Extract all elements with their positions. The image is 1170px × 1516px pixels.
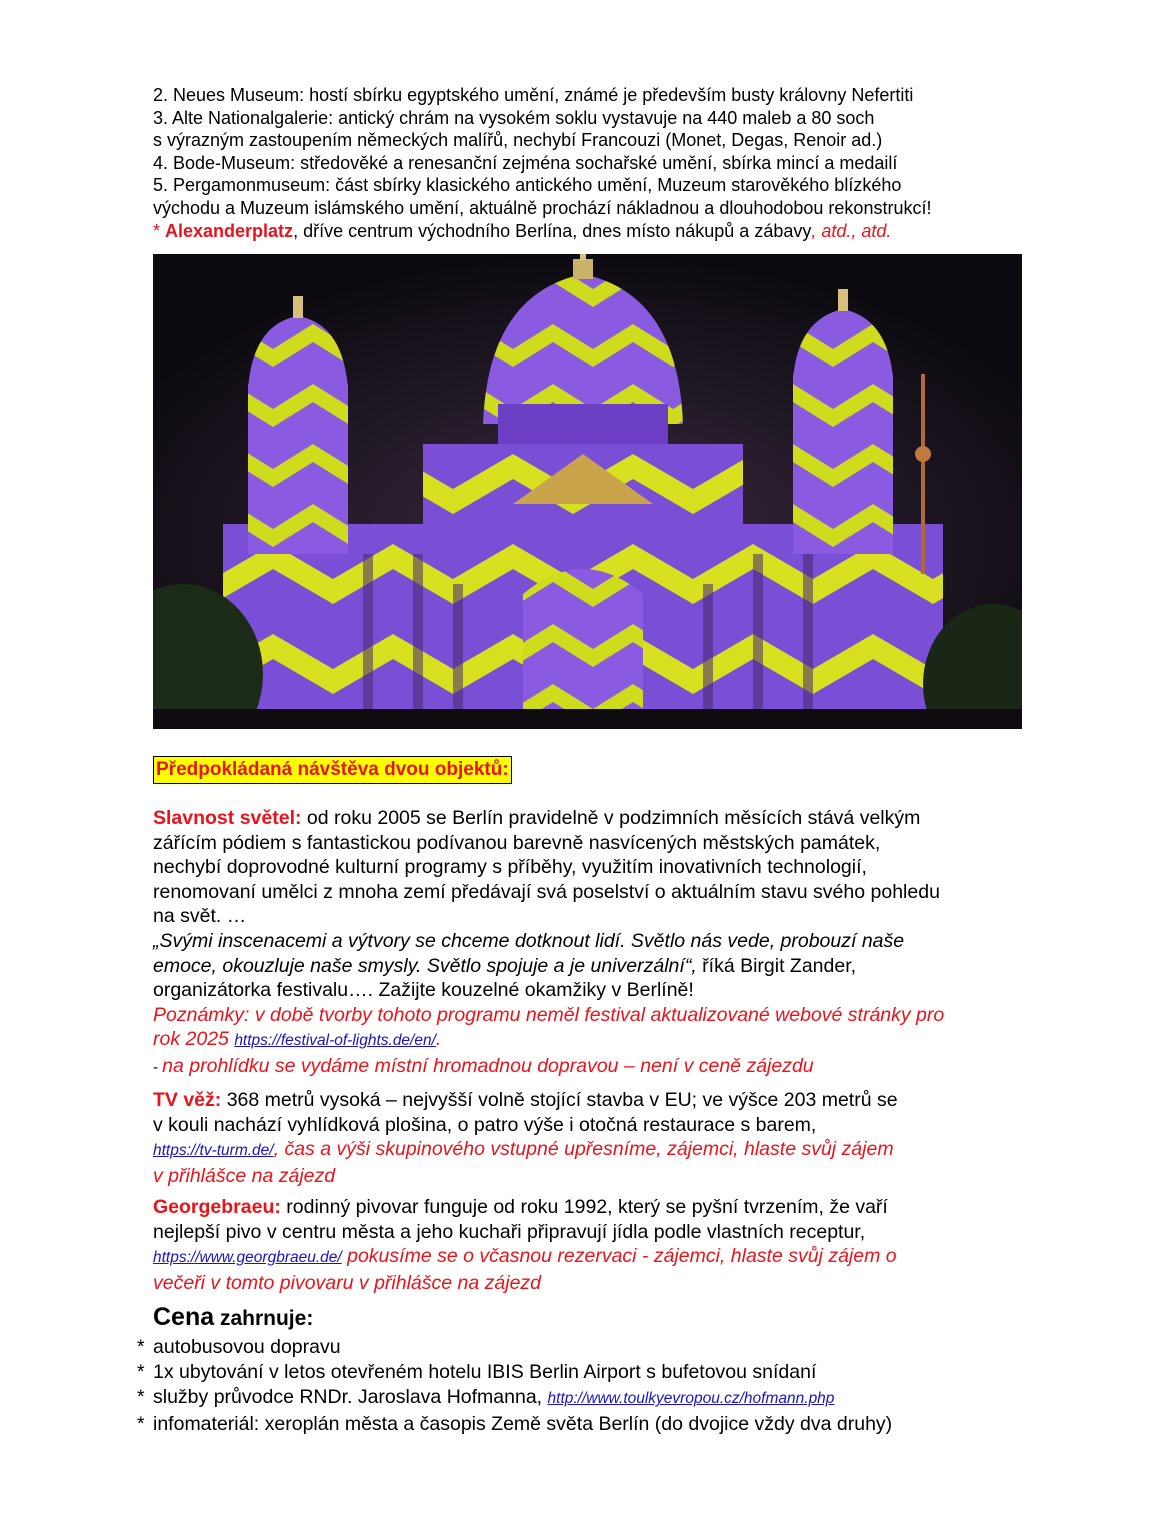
alex-etc: , atd., atd. — [811, 220, 892, 241]
transport-text: na prohlídku se vydáme místní hromadnou dopravou – není v ceně zájezdu — [162, 1054, 814, 1077]
price-list — [137, 1335, 1097, 1437]
museum-item-neues: 2. Neues Museum: hostí sbírku egyptského umění, známé je především busty královny Nefertiti — [153, 85, 914, 105]
bullet-star: * — [137, 1361, 145, 1384]
george-title: Georgebraeu: — [153, 1196, 281, 1218]
museum-item-pergamon-cont: východu a Muzeum islámského umění, aktuálně prochází nákladnou a dlouhodobou rekonstrukcí! — [153, 197, 932, 218]
tv-text-3: , čas a výši skupinového vstupné upřesníme, zájemci, hlaste svůj zájem — [273, 1138, 894, 1161]
festival-quote-2-text: emoce, okouzluje naše smysly. Světlo spojuje a je univerzální“, — [153, 954, 697, 977]
price-heading-rest: zahrnuje: — [214, 1307, 314, 1330]
price-item-hotel — [137, 1360, 1097, 1385]
festival-note-2-text: rok 2025 — [153, 1028, 235, 1051]
tv-line-4: v přihlášce na zájezd — [153, 1164, 336, 1187]
festival-line-8: organizátorka festivalu…. Zažijte kouzelné okamžiky v Berlíně! — [153, 979, 694, 1002]
festival-text-1: od roku 2005 se Berlín pravidelně v podzimních měsících stává velkým — [301, 807, 921, 829]
tv-line-3 — [153, 1137, 1053, 1164]
price-heading-big: Cena — [153, 1303, 215, 1331]
tv-title: TV věž: — [153, 1089, 222, 1111]
price-item-guide — [137, 1385, 1097, 1411]
visit-heading: Předpokládaná návštěva dvou objektů: — [153, 756, 512, 784]
price-heading — [153, 1303, 313, 1332]
george-text-3: pokusíme se o včasnou rezervaci - zájemci, hlaste svůj zájem o — [341, 1245, 897, 1268]
bullet-star: * — [137, 1336, 145, 1358]
festival-link-end: . — [435, 1028, 442, 1051]
guide-link[interactable]: http://www.toulkyevropou.cz/hofmann.php — [547, 1390, 835, 1408]
alex-star: * — [153, 220, 166, 241]
price-item-guide-text: služby průvodce RNDr. Jaroslava Hofmanna, — [153, 1386, 548, 1409]
festival-quote-1: „Svými inscenacemi a výtvory se chceme dotknout lidí. Světlo nás vede, probouzí naše — [153, 929, 905, 952]
george-line-2: nejlepší pivo v centru města a jeho kuchaři připravují jídla podle vlastních receptur, — [153, 1220, 866, 1243]
tv-text-1: 368 metrů vysoká – nejvyšší volně stojící stavba v EU; ve výšce 203 metrů se — [221, 1089, 898, 1111]
price-item-bus-text: autobusovou dopravu — [153, 1336, 341, 1358]
festival-line-1 — [153, 806, 1053, 831]
price-item-info-text: infomateriál: xeroplán města a časopis Země světa Berlín (do dvojice vždy dva druhy) — [153, 1412, 893, 1435]
festival-transport — [153, 1054, 1053, 1081]
george-line-4: večeři v tomto pivovaru v přihlášce na zájezd — [153, 1271, 542, 1294]
festival-title: Slavnost světel: — [153, 807, 302, 829]
festival-section — [153, 806, 1053, 1081]
festival-line-2: zářícím pódiem s fantastickou podívanou barevně nasvícených městských památek, — [153, 831, 881, 854]
festival-note-1: Poznámky: v době tvorby tohoto programu neměl festival aktualizované webové stránky pro — [153, 1003, 945, 1026]
price-item-info — [137, 1412, 1097, 1437]
festival-link[interactable]: https://festival-of-lights.de/en/ — [234, 1032, 436, 1050]
museum-item-alte: 3. Alte Nationalgalerie: antický chrám na vysokém soklu vystavuje na 440 maleb a 80 soch — [153, 107, 875, 128]
festival-note-2 — [153, 1027, 1053, 1054]
illuminated-berlin-cathedral-photo — [153, 254, 1022, 729]
festival-quote-attribution: říká Birgit Zander, — [696, 954, 857, 977]
tv-line-1 — [153, 1088, 1053, 1113]
george-line-3 — [153, 1244, 1053, 1271]
festival-quote-2 — [153, 954, 1053, 979]
tv-tower-section — [153, 1088, 1053, 1188]
price-item-hotel-text: 1x ubytování v letos otevřeném hotelu IBIS Berlin Airport s bufetovou snídaní — [153, 1361, 817, 1384]
museum-item-pergamon: 5. Pergamonmuseum: část sbírky klasického antického umění, Muzeum starověkého blízkého — [153, 175, 902, 196]
festival-line-3: nechybí doprovodné kulturní programy s příběhy, využitím inovativních technologií, — [153, 856, 867, 879]
tv-line-2: v kouli nachází vyhlídková plošina, o patro výše i otočná restaurace s barem, — [153, 1113, 817, 1136]
festival-line-5: na svět. … — [153, 905, 247, 928]
george-line-1 — [153, 1195, 1053, 1220]
alexanderplatz-line — [153, 220, 1053, 243]
transport-dash: - — [153, 1058, 163, 1076]
bullet-star: * — [137, 1386, 145, 1409]
museum-item-alte-cont: s výrazným zastoupením německých malířů, nechybí Francouzi (Monet, Degas, Renoir ad.) — [153, 130, 883, 151]
festival-line-4: renomovaní umělci z mnoha zemí předávají svá poselství o aktuálním stavu svého pohledu — [153, 880, 940, 903]
price-item-bus — [137, 1335, 1097, 1360]
alex-text: , dříve centrum východního Berlína, dnes místo nákupů a zábavy — [293, 220, 812, 241]
georgebraeu-section — [153, 1195, 1053, 1295]
george-link[interactable]: https://www.georgbraeu.de/ — [153, 1249, 342, 1267]
alex-name: Alexanderplatz — [165, 220, 294, 241]
bullet-star: * — [137, 1412, 145, 1435]
museum-list — [153, 84, 1053, 242]
museum-item-bode: 4. Bode-Museum: středověké a renesanční zejména sochařské umění, sbírka mincí a medailí — [153, 152, 898, 173]
george-text-1: rodinný pivovar funguje od roku 1992, který se pyšní tvrzením, že vaří — [280, 1196, 888, 1218]
tv-link[interactable]: https://tv-turm.de/ — [153, 1142, 274, 1160]
